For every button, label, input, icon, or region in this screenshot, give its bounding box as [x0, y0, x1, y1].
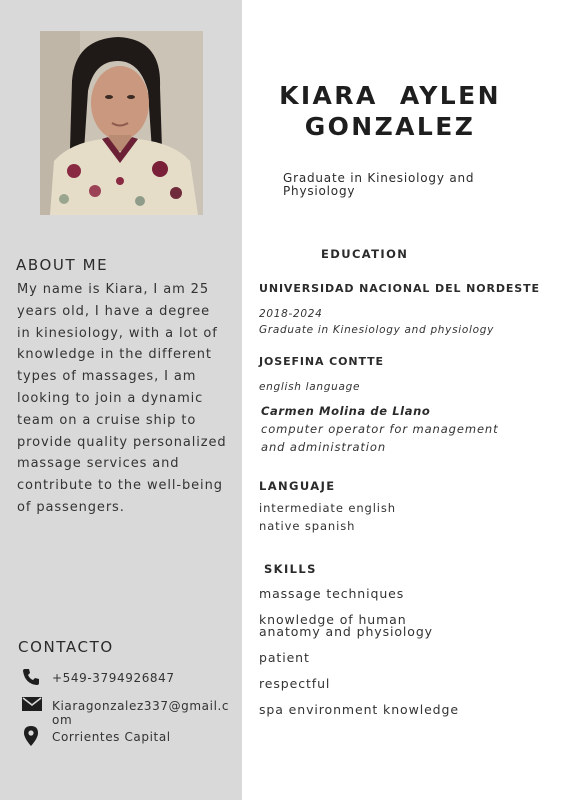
education-school-1: UNIVERSIDAD NACIONAL DEL NORDESTE	[259, 282, 540, 295]
education-school-3: Carmen Molina de Llano	[261, 404, 431, 418]
location-text: Corrientes Capital	[52, 730, 171, 744]
location-pin-icon	[21, 725, 41, 745]
contact-title: CONTACTO	[18, 638, 114, 656]
email-icon	[21, 696, 41, 716]
skill-item-2: knowledge of human anatomy and physiology	[259, 612, 433, 639]
profile-subtitle: Graduate in Kinesiology and Physiology	[283, 171, 475, 198]
skill-item-3: patient	[259, 650, 310, 665]
education-detail-2: english language	[259, 381, 361, 393]
education-title: EDUCATION	[321, 247, 409, 261]
skill-item-5: spa environment knowledge	[259, 702, 459, 717]
skills-title: SKILLS	[264, 562, 317, 576]
name-line-1: KIARA AYLEN	[279, 81, 501, 110]
full-name	[270, 80, 510, 142]
language-item-2: native spanish	[259, 519, 356, 533]
education-school-2: JOSEFINA CONTTE	[259, 355, 384, 368]
profile-photo	[40, 31, 203, 215]
about-title: ABOUT ME	[16, 256, 109, 274]
education-degree-1: Graduate in Kinesiology and physiology	[259, 324, 495, 336]
phone-text: +549-3794926847	[52, 671, 175, 685]
language-title: LANGUAJE	[259, 479, 336, 493]
education-years-1: 2018-2024	[259, 308, 323, 320]
skill-item-4: respectful	[259, 676, 331, 691]
education-detail-3: computer operator for management and administration	[261, 422, 499, 454]
email-text: Kiaragonzalez337@gmail.com	[52, 699, 230, 727]
skill-item-1: massage techniques	[259, 586, 405, 601]
language-item-1: intermediate english	[259, 501, 396, 515]
name-line-2: GONZALEZ	[304, 112, 476, 141]
phone-icon	[21, 667, 41, 687]
about-text: My name is Kiara, I am 25 years old, I have a degree in kinesiology, with a lot of knowledge in the different types of massages, I am looking to join a dynamic team on a cruise ship to provide quality personalized massage services and contribute to the well-being of passengers.	[17, 282, 227, 515]
